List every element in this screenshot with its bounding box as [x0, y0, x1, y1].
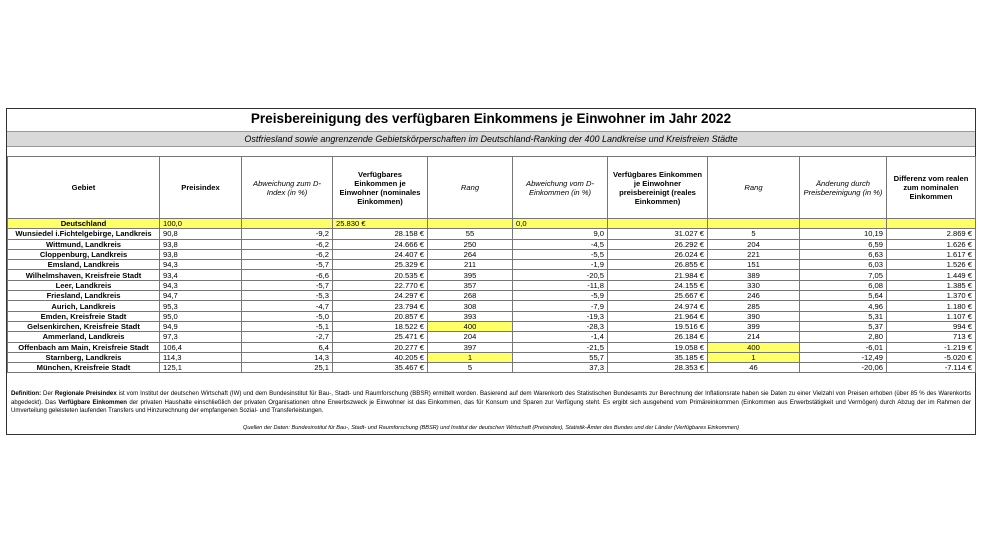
table-cell: 246 [708, 291, 800, 301]
definition-term: Regionale Preisindex [54, 390, 117, 397]
column-header: Differenz vom realen zum nominalen Einkommen [887, 157, 976, 219]
table-cell: 93,8 [160, 239, 242, 249]
table-cell: 0,0 [513, 219, 608, 229]
table-cell: 26.024 € [608, 249, 708, 259]
table-cell: 214 [708, 332, 800, 342]
table-cell: -5,7 [242, 280, 333, 290]
table-cell: 26.292 € [608, 239, 708, 249]
table-cell: -5,1 [242, 321, 333, 331]
table-cell: 264 [428, 249, 513, 259]
table-cell [242, 219, 333, 229]
table-cell: 97,3 [160, 332, 242, 342]
table-cell: -1.219 € [887, 342, 976, 352]
table-cell: 6,59 [800, 239, 887, 249]
table-cell: -5,3 [242, 291, 333, 301]
definition-text [11, 390, 971, 416]
table-cell: -28,3 [513, 321, 608, 331]
table-cell: 100,0 [160, 219, 242, 229]
table-cell: 1.180 € [887, 301, 976, 311]
table-cell: 713 € [887, 332, 976, 342]
table-cell: 400 [428, 321, 513, 331]
table-cell: 94,7 [160, 291, 242, 301]
area-name-cell: Gelsenkirchen, Kreisfreie Stadt [8, 321, 160, 331]
table-cell: 7,05 [800, 270, 887, 280]
table-cell: 250 [428, 239, 513, 249]
table-cell: 5 [428, 363, 513, 373]
table-cell: 1.526 € [887, 260, 976, 270]
table-cell: -5.020 € [887, 352, 976, 362]
table-subtitle: Ostfriesland sowie angrenzende Gebietskörperschaften im Deutschland-Ranking der 400 Landkreise und Kreisfreien Städte [7, 131, 975, 147]
table-cell: 21.984 € [608, 270, 708, 280]
table-cell: 151 [708, 260, 800, 270]
table-cell: 28.353 € [608, 363, 708, 373]
table-cell: 390 [708, 311, 800, 321]
table-cell: 2,80 [800, 332, 887, 342]
table-cell: 19.058 € [608, 342, 708, 352]
table-row [8, 321, 976, 331]
table-cell: 25.329 € [333, 260, 428, 270]
table-cell: 330 [708, 280, 800, 290]
table-cell: 25.830 € [333, 219, 428, 229]
table-cell: 25.667 € [608, 291, 708, 301]
table-cell: 6,03 [800, 260, 887, 270]
table-cell: -11,8 [513, 280, 608, 290]
area-name-cell: Ammerland, Landkreis [8, 332, 160, 342]
table-cell: 55 [428, 229, 513, 239]
table-cell: -5,0 [242, 311, 333, 321]
table-cell: 28.158 € [333, 229, 428, 239]
table-cell: 204 [428, 332, 513, 342]
table-row [8, 311, 976, 321]
column-header: Gebiet [8, 157, 160, 219]
header-row [8, 157, 976, 219]
table-cell: 14,3 [242, 352, 333, 362]
table-cell: 5,31 [800, 311, 887, 321]
area-name-cell: Cloppenburg, Landkreis [8, 249, 160, 259]
table-cell: 221 [708, 249, 800, 259]
table-cell: 211 [428, 260, 513, 270]
table-cell: -4,7 [242, 301, 333, 311]
table-cell: 6,63 [800, 249, 887, 259]
table-cell [708, 219, 800, 229]
table-row-germany [8, 219, 976, 229]
table-cell: 395 [428, 270, 513, 280]
source-note: Quellen der Daten: Bundesinstitut für Bau-, Stadt- und Raumforschung (BBSR) und Institut der deutschen Wirtschaft (Preisindex), Statistik-Ämter des Bundes und der Länder (Verfügbares Einkommen) [243, 425, 739, 431]
area-name-cell: Friesland, Landkreis [8, 291, 160, 301]
definition-part: Der [41, 390, 55, 397]
area-name-cell: Offenbach am Main, Kreisfreie Stadt [8, 342, 160, 352]
table-cell: -9,2 [242, 229, 333, 239]
table-cell: 46 [708, 363, 800, 373]
table-cell: -1,4 [513, 332, 608, 342]
table-cell [800, 219, 887, 229]
table-cell: -5,5 [513, 249, 608, 259]
table-cell: 94,3 [160, 260, 242, 270]
column-header: Abweichung zum D-Index (in %) [242, 157, 333, 219]
table-cell: 106,4 [160, 342, 242, 352]
table-cell: -20,06 [800, 363, 887, 373]
table-cell: 5,37 [800, 321, 887, 331]
table-cell [887, 219, 976, 229]
column-header: Rang [708, 157, 800, 219]
table-cell: 93,4 [160, 270, 242, 280]
table-cell: 1.449 € [887, 270, 976, 280]
definition-part: ist vom Institut der deutschen Wirtschaft (IW) und dem Bundesinstitut für Bau-, Stadt- und Raumforschung (BBSR) ermittelt worden. Basierend auf dem Warenkorb des Statistischen Bundesamts zur Berechnung der Inflationsrate haben sie Daten zu einer Vielzahl von Preisen erhoben (über 85 % des Warenkorbs abgedeckt). Das [11, 390, 972, 406]
table-cell: 19.516 € [608, 321, 708, 331]
table-row [8, 229, 976, 239]
table-row [8, 363, 976, 373]
table-cell: 399 [708, 321, 800, 331]
table-cell: -5,9 [513, 291, 608, 301]
area-name-cell: Leer, Landkreis [8, 280, 160, 290]
table-cell: 26.184 € [608, 332, 708, 342]
table-cell: 31.027 € [608, 229, 708, 239]
table-row [8, 352, 976, 362]
area-name-cell: München, Kreisfreie Stadt [8, 363, 160, 373]
table-cell: 10,19 [800, 229, 887, 239]
table-cell: 93,8 [160, 249, 242, 259]
area-name-cell: Emden, Kreisfreie Stadt [8, 311, 160, 321]
table-row [8, 260, 976, 270]
table-cell: 397 [428, 342, 513, 352]
table-cell: 55,7 [513, 352, 608, 362]
table-cell: 1.617 € [887, 249, 976, 259]
table-cell: 1.107 € [887, 311, 976, 321]
table-cell: -12,49 [800, 352, 887, 362]
table-cell: -7.114 € [887, 363, 976, 373]
table-cell: 35.185 € [608, 352, 708, 362]
column-header: Rang [428, 157, 513, 219]
table-cell: 357 [428, 280, 513, 290]
table-cell: 204 [708, 239, 800, 249]
table-cell: 37,3 [513, 363, 608, 373]
table-cell: 1 [428, 352, 513, 362]
table-cell: 393 [428, 311, 513, 321]
table-cell: -1,9 [513, 260, 608, 270]
table-cell: 114,3 [160, 352, 242, 362]
table-cell: -6,2 [242, 239, 333, 249]
table-cell: 6,4 [242, 342, 333, 352]
column-header: Preisindex [160, 157, 242, 219]
table-cell: 285 [708, 301, 800, 311]
table-cell: 20.277 € [333, 342, 428, 352]
table-cell: 95,3 [160, 301, 242, 311]
table-row [8, 280, 976, 290]
table-cell: 9,0 [513, 229, 608, 239]
table-cell: 308 [428, 301, 513, 311]
table-cell: -6,2 [242, 249, 333, 259]
table-row [8, 301, 976, 311]
table-row [8, 342, 976, 352]
table-cell: 4,96 [800, 301, 887, 311]
table-cell: -6,6 [242, 270, 333, 280]
table-cell: 5 [708, 229, 800, 239]
table-row [8, 332, 976, 342]
table-cell: 2.869 € [887, 229, 976, 239]
area-name-cell: Aurich, Landkreis [8, 301, 160, 311]
table-cell: 268 [428, 291, 513, 301]
table-cell: 94,3 [160, 280, 242, 290]
table-cell [428, 219, 513, 229]
table-cell: 95,0 [160, 311, 242, 321]
table-cell: 21.964 € [608, 311, 708, 321]
table-cell: 1.370 € [887, 291, 976, 301]
table-cell: -6,01 [800, 342, 887, 352]
table-row [8, 239, 976, 249]
area-name-cell: Starnberg, Landkreis [8, 352, 160, 362]
table-cell: 6,08 [800, 280, 887, 290]
table-cell: 40.205 € [333, 352, 428, 362]
column-header: Verfügbares Einkommen je Einwohner preisbereinigt (reales Einkommen) [608, 157, 708, 219]
table-cell: 1.626 € [887, 239, 976, 249]
table-cell: 26.855 € [608, 260, 708, 270]
table-cell: 35.467 € [333, 363, 428, 373]
definition-term: Verfügbare Einkommen [58, 398, 128, 406]
table-cell: 24.297 € [333, 291, 428, 301]
table-cell: 5,64 [800, 291, 887, 301]
table-cell: -21,5 [513, 342, 608, 352]
table-cell: 24.407 € [333, 249, 428, 259]
table-cell: 24.974 € [608, 301, 708, 311]
table-body [8, 219, 976, 373]
table-cell: 1.385 € [887, 280, 976, 290]
table-cell: 20.535 € [333, 270, 428, 280]
column-header: Änderung durch Preisbereinigung (in %) [800, 157, 887, 219]
table-cell: 90,8 [160, 229, 242, 239]
table-cell: 94,9 [160, 321, 242, 331]
table-cell: 1 [708, 352, 800, 362]
table-cell [608, 219, 708, 229]
column-header: Abweichung vom D-Einkommen (in %) [513, 157, 608, 219]
definition-label: Definition: [11, 390, 42, 397]
area-name-cell: Deutschland [8, 219, 160, 229]
table-cell: 25.471 € [333, 332, 428, 342]
table-cell: 389 [708, 270, 800, 280]
table-cell: 994 € [887, 321, 976, 331]
area-name-cell: Emsland, Landkreis [8, 260, 160, 270]
table-cell: 24.666 € [333, 239, 428, 249]
table-cell: 125,1 [160, 363, 242, 373]
table-cell: 20.857 € [333, 311, 428, 321]
table-cell: 18.522 € [333, 321, 428, 331]
table-cell: 22.770 € [333, 280, 428, 290]
area-name-cell: Wilhelmshaven, Kreisfreie Stadt [8, 270, 160, 280]
data-table [7, 156, 976, 373]
table-row [8, 270, 976, 280]
table-row [8, 291, 976, 301]
table-row [8, 249, 976, 259]
table-cell: -19,3 [513, 311, 608, 321]
table-cell: -20,5 [513, 270, 608, 280]
table-frame [6, 108, 976, 435]
area-name-cell: Wittmund, Landkreis [8, 239, 160, 249]
table-title: Preisbereinigung des verfügbaren Einkommens je Einwohner im Jahr 2022 [250, 111, 732, 126]
column-header: Verfügbares Einkommen je Einwohner (nominales Einkommen) [333, 157, 428, 219]
table-cell: -5,7 [242, 260, 333, 270]
definition-part: der privaten Haushalte einschließlich der privaten Organisationen ohne Erwerbszweck je Einwohner ist das Einkommen, das für Konsum und Sparen zur Verfügung steht. Es ergibt sich ausgehend vom Primäreinkommen (Einkommen aus Erwerbstätigkeit und Vermögen) durch Abzug der im Rahmen der Umverteilung geleisteten laufenden Transfers und Hinzurechnung der empfangenen Sozial- und Transferleistungen. [11, 398, 971, 414]
table-cell: -7,9 [513, 301, 608, 311]
table-cell: -2,7 [242, 332, 333, 342]
area-name-cell: Wunsiedel i.Fichtelgebirge, Landkreis [8, 229, 160, 239]
table-cell: 400 [708, 342, 800, 352]
table-cell: 23.794 € [333, 301, 428, 311]
table-cell: 25,1 [242, 363, 333, 373]
table-cell: -4,5 [513, 239, 608, 249]
table-cell: 24.155 € [608, 280, 708, 290]
